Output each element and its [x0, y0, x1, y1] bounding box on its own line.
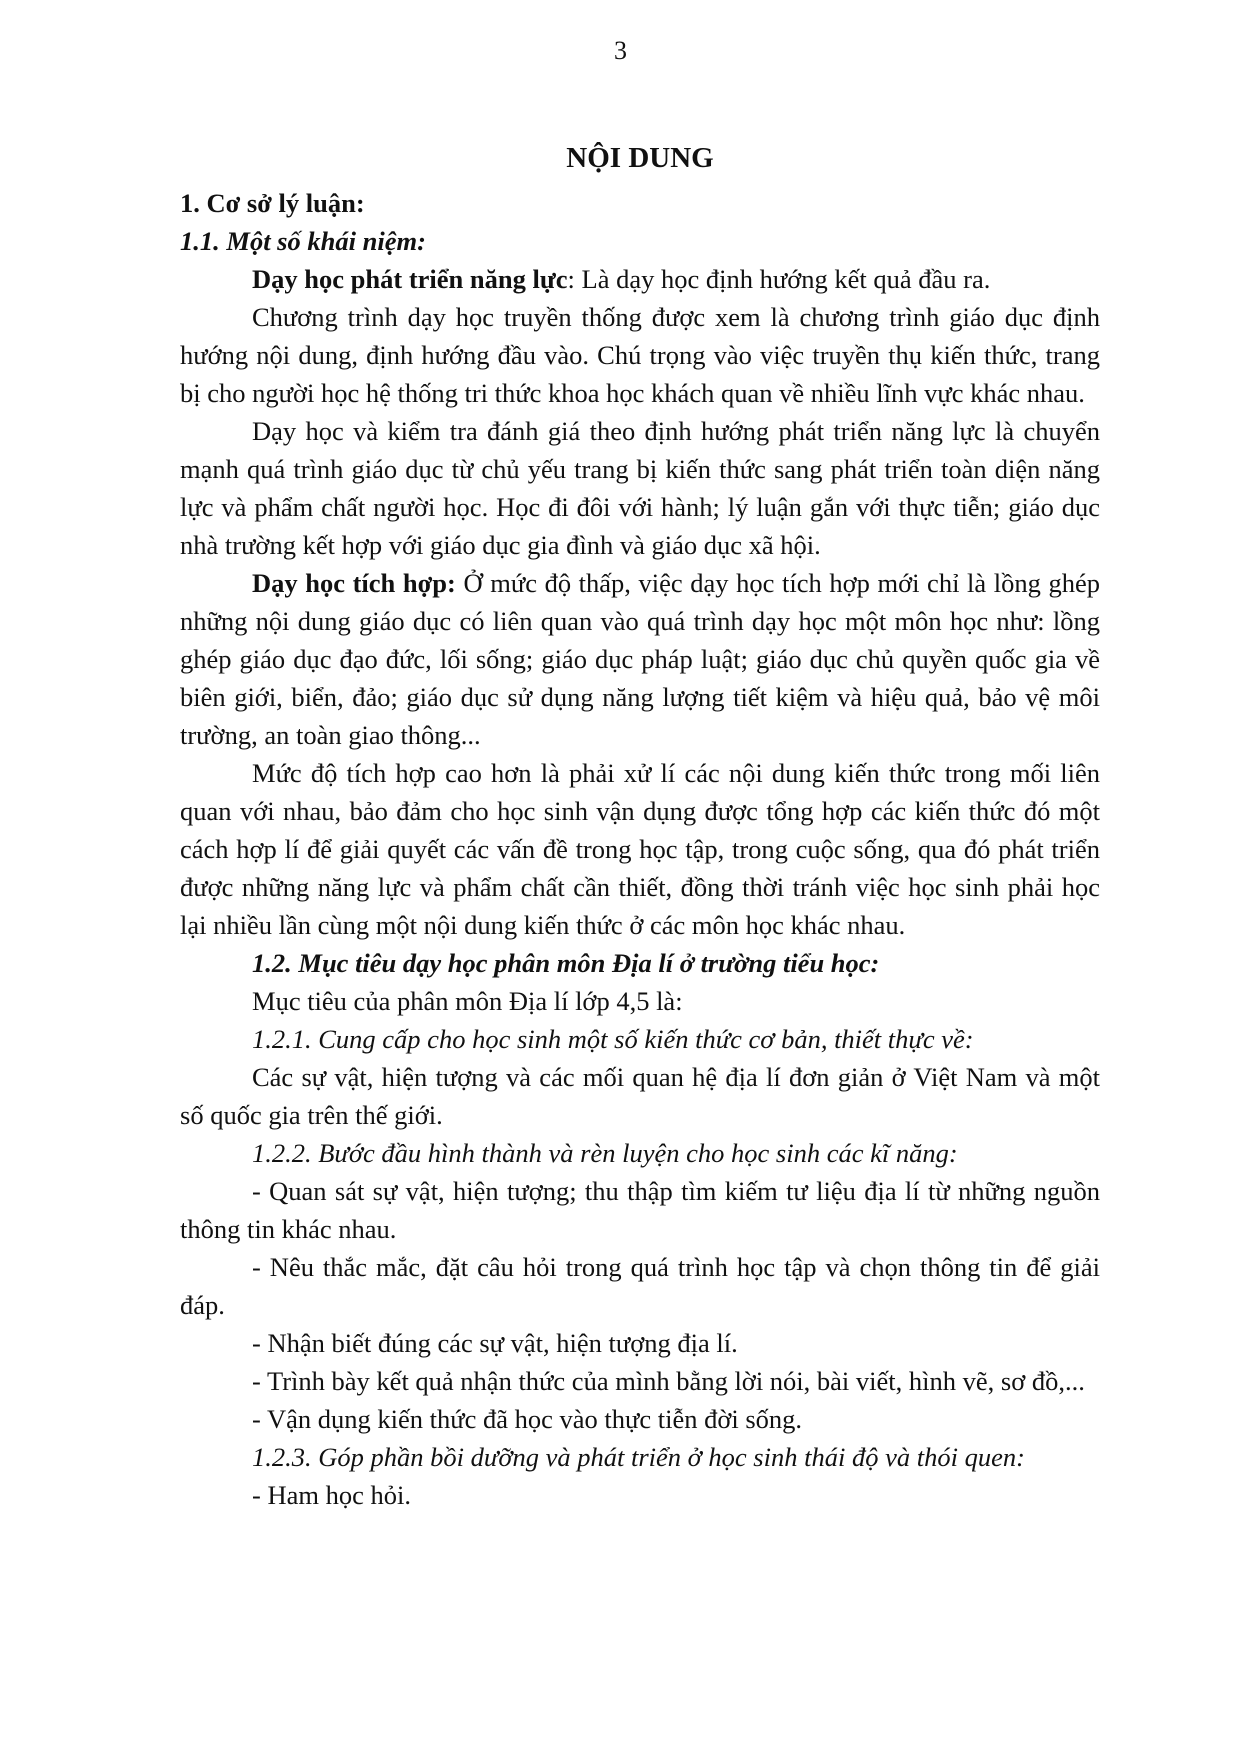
page-title: NỘI DUNG — [566, 142, 714, 174]
term-integration: Dạy học tích hợp: — [252, 568, 456, 598]
list-item-skill: - Vận dụng kiến thức đã học vào thực tiễn đời sống. — [252, 1404, 803, 1434]
section-heading-1: 1. Cơ sở lý luận: — [180, 188, 365, 218]
term-competency: Dạy học phát triển năng lực — [252, 264, 568, 294]
definition-competency: : Là dạy học định hướng kết quả đầu ra. — [567, 264, 991, 294]
subsection-heading-1-2-1: 1.2.1. Cung cấp cho học sinh một số kiến thức cơ bản, thiết thực về: — [252, 1024, 974, 1054]
list-item-skill: - Quan sát sự vật, hiện tượng; thu thập tìm kiếm tư liệu địa lí từ những nguồn thông tin khác nhau. — [180, 1176, 1100, 1244]
subsection-heading-1-2-2: 1.2.2. Bước đầu hình thành và rèn luyện cho học sinh các kĩ năng: — [252, 1138, 958, 1168]
subsection-heading-1-2-3: 1.2.3. Góp phần bồi dưỡng và phát triển ở học sinh thái độ và thói quen: — [252, 1442, 1025, 1472]
subsection-heading-1-1: 1.1. Một số khái niệm: — [180, 226, 426, 256]
definition-integration: Ở mức độ thấp, việc dạy học tích hợp mới chỉ là lồng ghép những nội dung giáo dục có liên quan vào quá trình dạy học một môn học như: lồng ghép giáo dục đạo đức, lối sống; giáo dục pháp luật; giáo dục chủ quyền quốc gia về biên giới, biển, đảo; giáo dục sử dụng năng lượng tiết kiệm và hiệu quả, bảo vệ môi trường, an toàn giao thông... — [180, 568, 1100, 750]
paragraph-definition-integration — [180, 564, 1100, 754]
page-content — [180, 138, 1100, 1514]
page-number: 3 — [614, 36, 627, 65]
paragraph-definition-competency — [180, 260, 1100, 298]
paragraph-integration-level: Mức độ tích hợp cao hơn là phải xử lí các nội dung kiến thức trong mối liên quan với nhau, bảo đảm cho học sinh vận dụng được tổng hợp các kiến thức đó một cách hợp lí để giải quyết các vấn đề trong học tập, trong cuộc sống, qua đó phát triển được những năng lực và phẩm chất cần thiết, đồng thời tránh việc học sinh phải học lại nhiều lần cùng một nội dung kiến thức ở các môn học khác nhau. — [180, 758, 1100, 940]
list-item-skill: - Trình bày kết quả nhận thức của mình bằng lời nói, bài viết, hình vẽ, sơ đồ,... — [252, 1366, 1085, 1396]
list-item-skill: - Nhận biết đúng các sự vật, hiện tượng địa lí. — [252, 1328, 738, 1358]
paragraph-traditional-program: Chương trình dạy học truyền thống được xem là chương trình giáo dục định hướng nội dung, định hướng đầu vào. Chú trọng vào việc truyền thụ kiến thức, trang bị cho người học hệ thống tri thức khoa học khách quan về nhiều lĩnh vực khác nhau. — [180, 302, 1100, 408]
list-item-attitude: - Ham học hỏi. — [252, 1480, 411, 1510]
list-item-skill: - Nêu thắc mắc, đặt câu hỏi trong quá trình học tập và chọn thông tin để giải đáp. — [180, 1252, 1100, 1320]
paragraph-knowledge: Các sự vật, hiện tượng và các mối quan hệ địa lí đơn giản ở Việt Nam và một số quốc gia trên thế giới. — [180, 1062, 1100, 1130]
paragraph-competency-assessment: Dạy học và kiểm tra đánh giá theo định hướng phát triển năng lực là chuyển mạnh quá trình giáo dục từ chủ yếu trang bị kiến thức sang phát triển toàn diện năng lực và phẩm chất người học. Học đi đôi với hành; lý luận gắn với thực tiễn; giáo dục nhà trường kết hợp với giáo dục gia đình và giáo dục xã hội. — [180, 416, 1100, 560]
subsection-heading-1-2: 1.2. Mục tiêu dạy học phân môn Địa lí ở trường tiểu học: — [252, 948, 880, 978]
paragraph-objectives-intro: Mục tiêu của phân môn Địa lí lớp 4,5 là: — [252, 986, 683, 1016]
